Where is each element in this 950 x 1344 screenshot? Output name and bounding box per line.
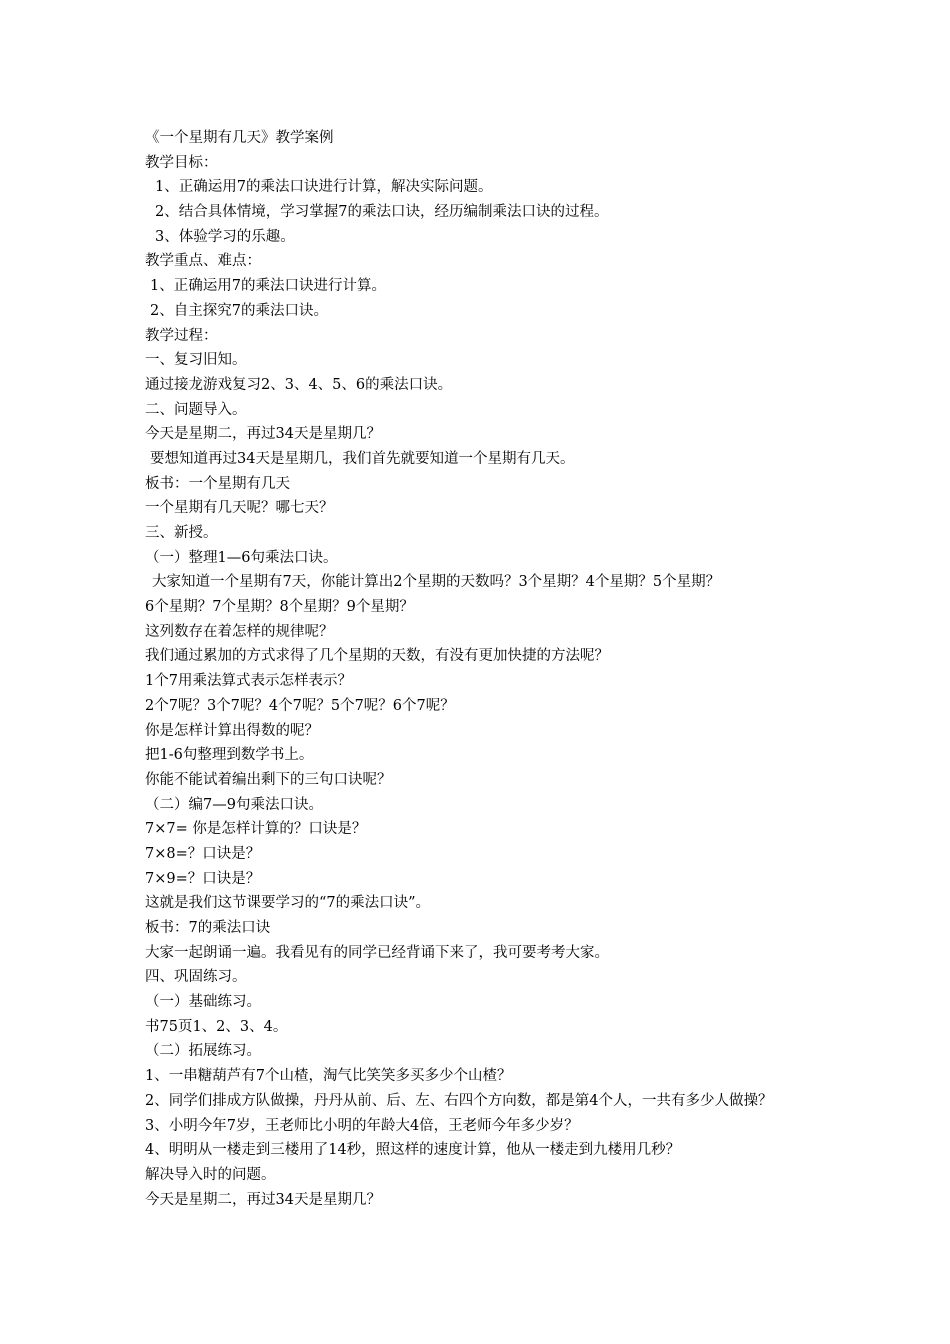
step-heading: （一）基础练习。 <box>145 994 261 1011</box>
paragraph: 书75页1、2、3、4。 <box>145 1018 288 1035</box>
paragraph: 7×9=？口诀是？ <box>145 870 261 887</box>
paragraph: 你是怎样计算出得数的呢？ <box>145 722 319 739</box>
subsection-heading: 四、巩固练习。 <box>145 969 247 986</box>
goal-item: 1、正确运用7的乘法口诀进行计算，解决实际问题。 <box>155 179 493 196</box>
section-heading: 教学过程： <box>145 327 218 344</box>
paragraph: 板书：一个星期有几天 <box>145 475 290 492</box>
paragraph: 把1-6句整理到数学书上。 <box>145 747 314 764</box>
paragraph: 大家一起朗诵一遍。我看见有的同学已经背诵下来了，我可要考考大家。 <box>145 944 609 961</box>
paragraph: 这列数存在着怎样的规律呢？ <box>145 623 334 640</box>
subsection-heading: 三、新授。 <box>145 525 218 541</box>
step-heading: （二）编7—9句乘法口诀。 <box>145 796 323 813</box>
paragraph: 今天是星期二，再过34天是星期几？ <box>145 426 381 443</box>
exercise-item: 3、小明今年7岁，王老师比小明的年龄大4倍，王老师今年多少岁？ <box>145 1117 579 1134</box>
paragraph: 板书：7的乘法口诀 <box>145 920 271 936</box>
paragraph: 7×7= 你是怎样计算的？口诀是？ <box>145 821 367 838</box>
key-point-item: 2、自主探究7的乘法口诀。 <box>150 302 328 319</box>
goal-item: 2、结合具体情境，学习掌握7的乘法口诀，经历编制乘法口诀的过程。 <box>155 204 609 221</box>
goal-item: 3、体验学习的乐趣。 <box>155 228 295 245</box>
paragraph: 你能不能试着编出剩下的三句口诀呢？ <box>145 771 392 788</box>
paragraph: 今天是星期二，再过34天是星期几？ <box>145 1191 381 1208</box>
section-heading: 教学目标： <box>145 154 218 171</box>
step-heading: （一）整理1—6句乘法口诀。 <box>145 549 338 566</box>
document-title: 《一个星期有几天》教学案例 <box>145 130 334 146</box>
paragraph: 7×8=？口诀是？ <box>145 845 261 862</box>
paragraph: 1个7用乘法算式表示怎样表示？ <box>145 673 352 690</box>
paragraph: 6个星期？7个星期？8个星期？9个星期？ <box>145 599 414 616</box>
document-body <box>145 126 825 1212</box>
subsection-heading: 一、复习旧知。 <box>145 352 247 369</box>
exercise-item: 1、一串糖葫芦有7个山楂，淘气比笑笑多买多少个山楂？ <box>145 1068 512 1085</box>
paragraph: 我们通过累加的方式求得了几个星期的天数，有没有更加快捷的方法呢？ <box>145 648 609 665</box>
subsection-heading: 二、问题导入。 <box>145 401 247 418</box>
step-heading: （二）拓展练习。 <box>145 1043 261 1060</box>
exercise-item: 4、明明从一楼走到三楼用了14秒，照这样的速度计算，他从一楼走到九楼用几秒？ <box>145 1142 681 1159</box>
paragraph: 这就是我们这节课要学习的“7的乘法口诀”。 <box>145 895 431 912</box>
section-heading: 教学重点、难点： <box>145 253 261 270</box>
paragraph: 大家知道一个星期有7天，你能计算出2个星期的天数吗？3个星期？4个星期？5个星期？ <box>152 574 721 591</box>
key-point-item: 1、正确运用7的乘法口诀进行计算。 <box>150 278 386 295</box>
paragraph: 一个星期有几天呢？哪七天？ <box>145 500 334 517</box>
paragraph: 要想知道再过34天是星期几，我们首先就要知道一个星期有几天。 <box>150 450 575 467</box>
paragraph: 通过接龙游戏复习2、3、4、5、6的乘法口诀。 <box>145 376 453 393</box>
exercise-item: 2、同学们排成方队做操，丹丹从前、后、左、右四个方向数，都是第4个人，一共有多少人做操？ <box>145 1092 773 1109</box>
paragraph: 解决导入时的问题。 <box>145 1166 276 1183</box>
paragraph: 2个7呢？3个7呢？4个7呢？5个7呢？6个7呢？ <box>145 697 455 714</box>
